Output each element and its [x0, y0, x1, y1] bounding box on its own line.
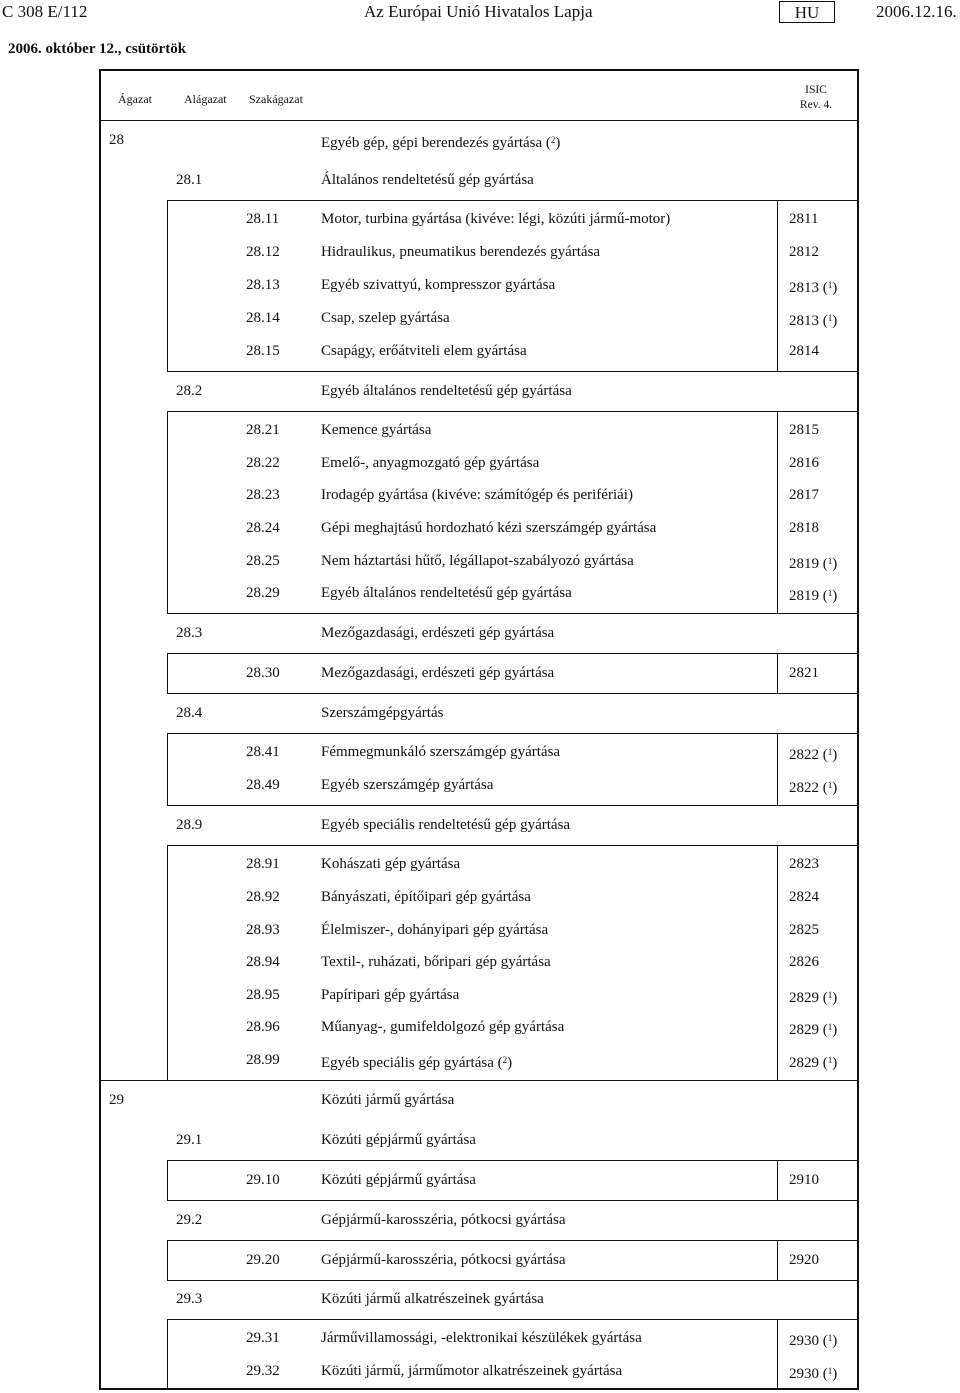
isic-code-text: 2823 — [789, 856, 819, 872]
isic-code-text: 2815 — [789, 422, 819, 438]
row-code: 29.20 — [246, 1252, 280, 1268]
row-isic-code — [789, 855, 819, 873]
row-description-text: Nem háztartási hűtő, légállapot-szabályozó gyártása — [321, 553, 634, 569]
row-code: 28.14 — [246, 310, 280, 326]
row-description-text: Textil-, ruházati, bőripari gép gyártása — [321, 954, 551, 970]
row-description — [321, 664, 554, 682]
isic-code-text: 2829 ( — [789, 1022, 828, 1038]
row-isic-code: 2813 ($^1$) — [789, 280, 838, 296]
row-description: Egyéb speciális gép gyártása ($^2$) — [321, 1055, 513, 1071]
row-code: 28.95 — [246, 987, 280, 1003]
row-description — [321, 309, 450, 327]
column-divider — [777, 1160, 778, 1200]
isic-code-text: 2822 ( — [789, 780, 828, 796]
column-divider — [167, 845, 168, 1080]
row-description-text: Emelő-, anyagmozgató gép gyártása — [321, 455, 540, 471]
row-isic-code: 2822 ($^1$) — [789, 780, 838, 796]
isic-code-text: 2819 ( — [789, 588, 828, 604]
row-description-text: Csapágy, erőátviteli elem gyártása — [321, 343, 527, 359]
footnote-ref: 2 — [502, 1055, 508, 1065]
row-description — [321, 986, 459, 1004]
row-description — [321, 776, 493, 794]
row-code: 29.2 — [176, 1212, 203, 1228]
row-divider — [167, 1160, 857, 1161]
header-divider — [101, 120, 857, 121]
isic-code-text: 2818 — [789, 520, 819, 536]
row-description-text: Irodagép gyártása (kivéve: számítógép és perifériái) — [321, 487, 633, 503]
row-description-text: Fémmegmunkáló szerszámgép gyártása — [321, 744, 561, 760]
row-divider — [167, 845, 857, 846]
isic-code-text: 2811 — [789, 211, 819, 227]
row-description-text: Bányászati, építőipari gép gyártása — [321, 889, 531, 905]
row-code: 28.91 — [246, 856, 280, 872]
row-description — [321, 743, 560, 761]
row-divider — [167, 1240, 857, 1241]
row-code: 28.11 — [246, 211, 280, 227]
row-divider — [167, 411, 857, 412]
row-divider — [167, 693, 857, 694]
column-header-isic — [781, 83, 851, 113]
classification-table — [99, 69, 859, 1390]
row-isic-code — [789, 421, 819, 439]
row-description — [321, 519, 656, 537]
row-isic-code: 2829 ($^1$) — [789, 1022, 838, 1038]
row-description-text: Járművillamossági, -elektronikai készülékek gyártása — [321, 1330, 642, 1346]
column-divider — [167, 200, 168, 371]
row-isic-code — [789, 1251, 819, 1269]
footnote-ref: 1 — [827, 1055, 833, 1065]
column-header-szakagazat: Szakágazat — [249, 92, 303, 106]
row-description — [321, 816, 570, 834]
isic-code-text: 2812 — [789, 244, 819, 260]
isic-code-text: 2826 — [789, 954, 819, 970]
row-code: 28.41 — [246, 744, 280, 760]
row-description — [321, 421, 431, 439]
row-code: 29.31 — [246, 1330, 280, 1346]
row-description — [321, 1131, 476, 1149]
isic-code-text: 2930 ( — [789, 1333, 828, 1349]
column-divider — [167, 411, 168, 613]
row-description-text: Mezőgazdasági, erdészeti gép gyártása — [321, 665, 555, 681]
column-divider — [777, 200, 778, 371]
row-description-text: Egyéb szivattyú, kompresszor gyártása — [321, 277, 556, 293]
journal-title: Az Európai Unió Hivatalos Lapja — [364, 2, 593, 21]
row-code: 28.22 — [246, 455, 280, 471]
row-code: 29 — [109, 1092, 124, 1108]
row-code: 29.3 — [176, 1291, 203, 1307]
row-description — [321, 704, 443, 722]
column-divider — [167, 653, 168, 693]
row-code: 29.10 — [246, 1172, 280, 1188]
footnote-ref: 1 — [827, 1333, 833, 1343]
row-divider — [167, 805, 857, 806]
footnote-ref: 1 — [827, 747, 833, 757]
row-description — [321, 210, 670, 228]
row-description-text: Műanyag-, gumifeldolgozó gép gyártása — [321, 1019, 565, 1035]
row-description-text: Közúti jármű, járműmotor alkatrészeinek gyártása — [321, 1363, 623, 1379]
row-code: 28.12 — [246, 244, 280, 260]
row-description-text: Motor, turbina gyártása (kivéve: légi, közúti jármű-motor) — [321, 211, 671, 227]
row-isic-code — [789, 210, 818, 228]
row-description — [321, 243, 600, 261]
row-description-text: Élelmiszer-, dohányipari gép gyártása — [321, 922, 549, 938]
row-description — [321, 1018, 564, 1036]
row-isic-code — [789, 486, 819, 504]
row-code: 28.2 — [176, 383, 203, 399]
footnote-ref: 1 — [827, 780, 833, 790]
isic-code-text: 2819 ( — [789, 556, 828, 572]
row-description-text: Közúti gépjármű gyártása — [321, 1132, 476, 1148]
row-description-text: Gépjármű-karosszéria, pótkocsi gyártása — [321, 1212, 566, 1228]
publication-date: 2006.12.16. — [876, 2, 957, 21]
row-code: 28.92 — [246, 889, 280, 905]
row-code: 28.96 — [246, 1019, 280, 1035]
row-isic-code: 2829 ($^1$) — [789, 990, 838, 1006]
footnote-ref: 1 — [827, 1022, 833, 1032]
isic-code-text: 2821 — [789, 665, 819, 681]
row-code: 28.25 — [246, 553, 280, 569]
session-date: 2006. október 12., csütörtök — [8, 41, 187, 57]
page-header — [0, 0, 960, 40]
row-isic-code — [789, 921, 819, 939]
column-divider — [167, 1160, 168, 1200]
row-code: 28.49 — [246, 777, 280, 793]
isic-label: ISIC — [805, 84, 827, 96]
isic-code-text: 2817 — [789, 487, 819, 503]
row-description-text: Általános rendeltetésű gép gyártása — [321, 172, 534, 188]
column-divider — [167, 733, 168, 805]
row-divider — [167, 371, 857, 372]
row-isic-code: 2829 ($^1$) — [789, 1055, 838, 1071]
row-code: 28.30 — [246, 665, 280, 681]
row-description — [321, 454, 539, 472]
row-code: 28.24 — [246, 520, 280, 536]
row-code: 28.99 — [246, 1052, 280, 1068]
column-divider — [777, 653, 778, 693]
isic-code-text: 2813 ( — [789, 280, 828, 296]
isic-code-text: 2813 ( — [789, 313, 828, 329]
row-description-text: Egyéb speciális rendeltetésű gép gyártása — [321, 817, 571, 833]
isic-code-text: 2814 — [789, 343, 819, 359]
row-description — [321, 584, 572, 602]
row-code: 28.9 — [176, 817, 203, 833]
row-description — [321, 1211, 566, 1229]
row-description-text: Egyéb gép, gépi berendezés gyártása ( — [321, 135, 551, 151]
row-description-text: Kemence gyártása — [321, 422, 432, 438]
row-description — [321, 342, 527, 360]
row-description-text: Mezőgazdasági, erdészeti gép gyártása — [321, 625, 555, 641]
row-isic-code — [789, 953, 819, 971]
row-description: Egyéb gép, gépi berendezés gyártása ($^2$) — [321, 135, 561, 151]
row-description-text: Gépi meghajtású hordozható kézi szerszámgép gyártása — [321, 520, 657, 536]
row-code: 28.4 — [176, 705, 203, 721]
row-code: 28 — [109, 132, 124, 148]
row-description — [321, 171, 534, 189]
row-description-text: Közúti jármű alkatrészeinek gyártása — [321, 1291, 544, 1307]
row-divider — [167, 1200, 857, 1201]
column-header-alagazat: Alágazat — [184, 92, 227, 106]
row-isic-code — [789, 342, 819, 360]
row-isic-code: 2822 ($^1$) — [789, 747, 838, 763]
row-code: 28.21 — [246, 422, 280, 438]
row-description — [321, 1171, 476, 1189]
isic-code-text: 2829 ( — [789, 1055, 828, 1071]
row-divider — [167, 1280, 857, 1281]
row-description-text: Közúti jármű gyártása — [321, 1092, 455, 1108]
row-isic-code — [789, 519, 819, 537]
page-reference: C 308 E/112 — [2, 2, 88, 21]
row-isic-code: 2819 ($^1$) — [789, 556, 838, 572]
column-divider — [777, 1319, 778, 1388]
row-divider — [167, 733, 857, 734]
row-description-text: Kohászati gép gyártása — [321, 856, 461, 872]
row-divider — [167, 653, 857, 654]
column-divider — [777, 733, 778, 805]
isic-code-text: 2822 ( — [789, 747, 828, 763]
column-divider — [167, 1319, 168, 1388]
row-isic-code — [789, 243, 819, 261]
row-isic-code: 2813 ($^1$) — [789, 313, 838, 329]
row-description — [321, 1091, 454, 1109]
row-code: 28.13 — [246, 277, 280, 293]
row-code: 28.29 — [246, 585, 280, 601]
row-description-text: Szerszámgépgyártás — [321, 705, 444, 721]
footnote-ref: 1 — [827, 313, 833, 323]
isic-code-text: 2825 — [789, 922, 819, 938]
row-description-text: Egyéb általános rendeltetésű gép gyártása — [321, 585, 572, 601]
row-description — [321, 624, 554, 642]
row-code: 28.23 — [246, 487, 280, 503]
row-description-text: Egyéb szerszámgép gyártása — [321, 777, 494, 793]
isic-code-text: 2824 — [789, 889, 819, 905]
row-description-text: Egyéb általános rendeltetésű gép gyártása — [321, 383, 572, 399]
row-code: 28.3 — [176, 625, 203, 641]
row-description — [321, 1329, 642, 1347]
row-description — [321, 1290, 544, 1308]
row-description — [321, 953, 551, 971]
row-isic-code: 2819 ($^1$) — [789, 588, 838, 604]
isic-revision: Rev. 4. — [799, 99, 833, 111]
row-code: 29.32 — [246, 1363, 280, 1379]
footnote-ref: 1 — [827, 1366, 833, 1376]
row-description-text: Közúti gépjármű gyártása — [321, 1172, 476, 1188]
row-isic-code — [789, 888, 819, 906]
row-description — [321, 552, 634, 570]
row-divider — [167, 200, 857, 201]
row-code: 28.94 — [246, 954, 280, 970]
row-description — [321, 1251, 566, 1269]
row-description — [321, 486, 633, 504]
row-description-text: Hidraulikus, pneumatikus berendezés gyártása — [321, 244, 601, 260]
footnote-ref: 1 — [827, 990, 833, 1000]
isic-code-text: 2920 — [789, 1252, 819, 1268]
row-divider — [101, 1080, 857, 1081]
footnote-ref: 1 — [827, 556, 833, 566]
row-description — [321, 855, 460, 873]
footnote-ref: 1 — [827, 588, 833, 598]
footnote-ref: 1 — [827, 280, 833, 290]
row-code: 28.93 — [246, 922, 280, 938]
row-divider — [167, 613, 857, 614]
row-description-text: Papíripari gép gyártása — [321, 987, 460, 1003]
row-code: 28.1 — [176, 172, 203, 188]
column-divider — [777, 845, 778, 1080]
language-box: HU — [779, 1, 835, 23]
row-description-text: Egyéb speciális gép gyártása ( — [321, 1055, 503, 1071]
footnote-ref: 2 — [550, 135, 556, 145]
row-description-text: Gépjármű-karosszéria, pótkocsi gyártása — [321, 1252, 566, 1268]
row-isic-code — [789, 664, 819, 682]
isic-code-text: 2816 — [789, 455, 819, 471]
column-divider — [167, 1240, 168, 1280]
row-description — [321, 276, 555, 294]
isic-code-text: 2829 ( — [789, 990, 828, 1006]
column-header-agazat: Ágazat — [118, 92, 152, 106]
isic-code-text: 2930 ( — [789, 1366, 828, 1382]
row-code: 29.1 — [176, 1132, 203, 1148]
row-divider — [167, 1319, 857, 1320]
column-divider — [777, 411, 778, 613]
row-isic-code: 2930 ($^1$) — [789, 1333, 838, 1349]
row-code: 28.15 — [246, 343, 280, 359]
isic-code-text: 2910 — [789, 1172, 819, 1188]
row-description — [321, 382, 572, 400]
row-isic-code — [789, 1171, 819, 1189]
row-description — [321, 888, 531, 906]
row-isic-code — [789, 454, 819, 472]
column-divider — [777, 1240, 778, 1280]
row-isic-code: 2930 ($^1$) — [789, 1366, 838, 1382]
row-description-text: Csap, szelep gyártása — [321, 310, 450, 326]
row-description — [321, 1362, 622, 1380]
row-description — [321, 921, 548, 939]
